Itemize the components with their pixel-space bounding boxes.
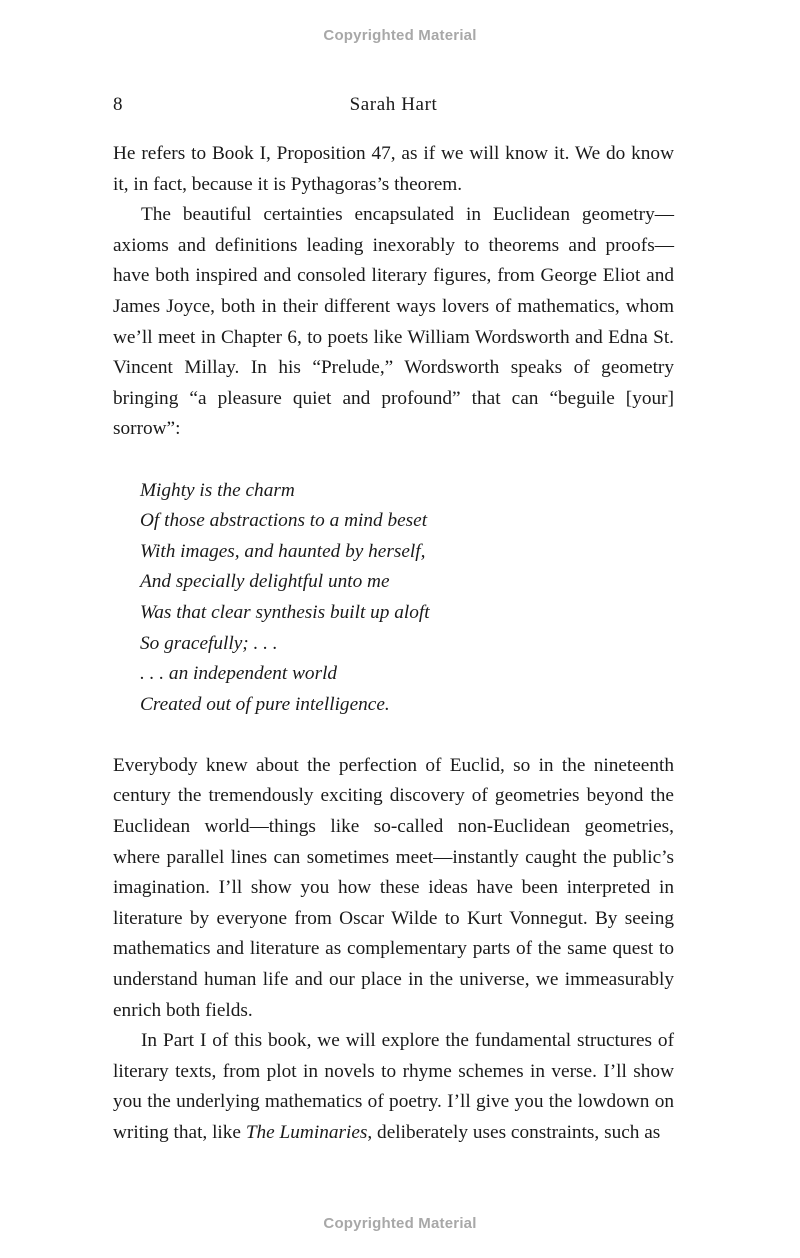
verse-line: Mighty is the charm <box>140 479 295 501</box>
copyright-watermark-bottom: Copyrighted Material <box>323 1215 477 1232</box>
book-title-the-luminaries: The Luminaries <box>245 1122 368 1143</box>
running-header <box>113 94 674 118</box>
verse-line: And specially delightful unto me <box>140 571 390 593</box>
paragraph-4 <box>113 1026 674 1148</box>
copyright-watermark-top: Copyrighted Material <box>323 27 477 44</box>
verse-line: Was that clear synthesis built up aloft <box>140 601 430 623</box>
verse-quotation <box>140 476 674 721</box>
verse-line: So gracefully; . . . <box>140 632 278 654</box>
paragraph-1: He refers to Book I, Proposition 47, as if we will know it. We do know it, in fact, because it is Pythagoras’s theorem. <box>113 143 674 195</box>
paragraph-3: Everybody knew about the perfection of Euclid, so in the nineteenth century the tremendously exciting discovery of geometries beyond the Euclidean world—things like so-called non-Euclidean geometries, where parallel lines can sometimes meet—instantly caught the public’s imagination. I’ll show you how these ideas have been interpreted in literature by everyone from Oscar Wilde to Kurt Vonnegut. By seeing mathematics and literature as complementary parts of the same quest to understand human life and our place in the universe, we immeasurably enrich both fields. <box>113 754 674 1021</box>
paragraph-4-text-end: , deliberately uses constraints, such as <box>367 1122 661 1143</box>
running-title: Sarah Hart <box>349 94 438 115</box>
paragraph-2: The beautiful certainties encapsulated in Euclidean geometry— axioms and definitions leading inexorably to theorems and proofs— have both inspired and consoled literary figures, from George Eliot and James Joyce, both in their different ways lovers of mathematics, whom we’ll meet in Chapter 6, to poets like William Wordsworth and Edna St. Vincent Millay. In his “Prelude,” Wordsworth speaks of geometry bringing “a pleasure quiet and profound” that can “beguile [your] sorrow”: <box>113 204 674 440</box>
verse-line: With images, and haunted by herself, <box>140 540 426 562</box>
body-text <box>113 139 674 1149</box>
verse-line: Created out of pure intelligence. <box>140 693 390 715</box>
paragraph-4-text-start: In Part I of this book, we will explore the fundamental structures of literary texts, from plot in novels to rhyme schemes in verse. I’ll show you the underlying mathematics of poetry. I’ll give you the lowdown on writing that, like <box>113 1030 674 1143</box>
verse-line: Of those abstractions to a mind beset <box>140 510 428 532</box>
verse-line: . . . an independent world <box>140 663 338 685</box>
page-number: 8 <box>113 94 123 115</box>
